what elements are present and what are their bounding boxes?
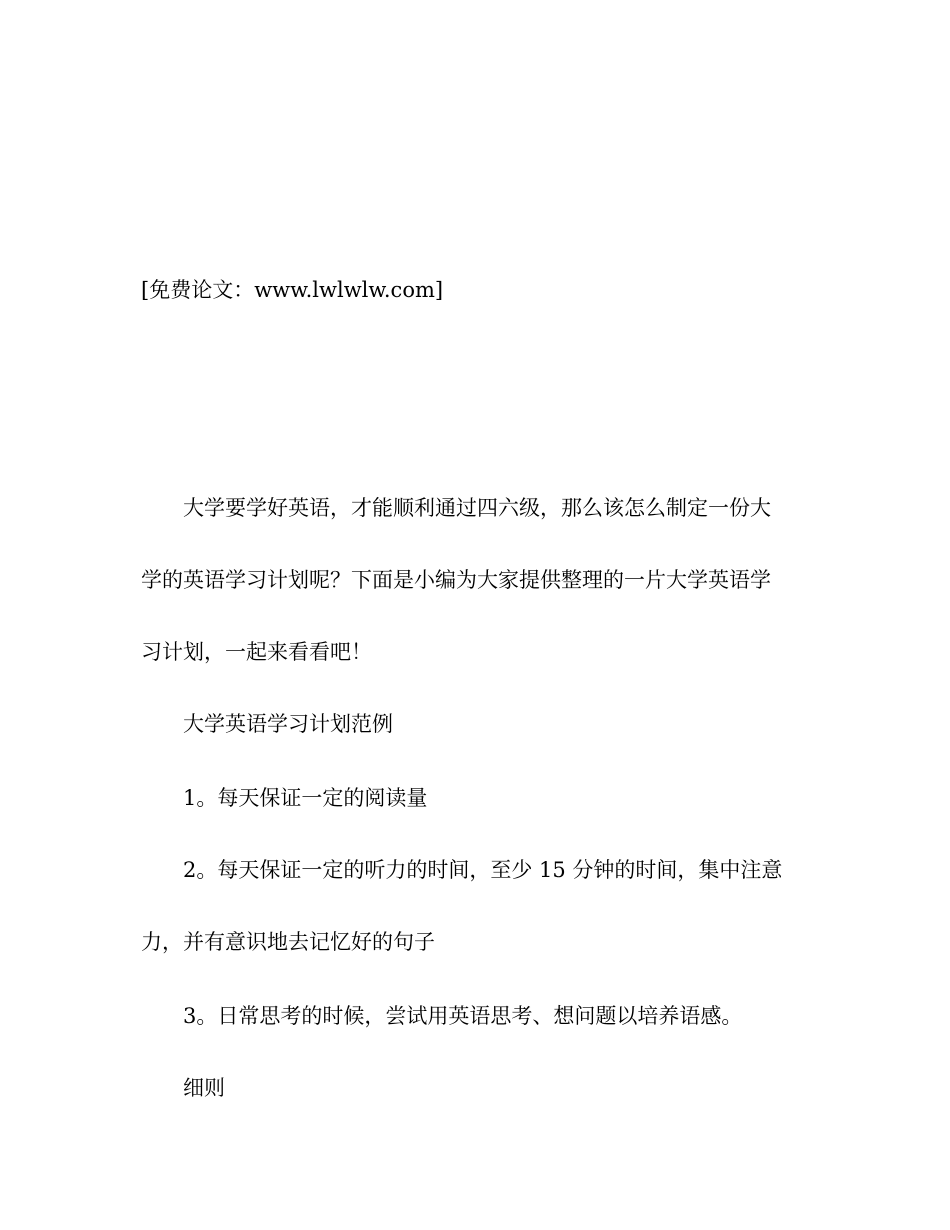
- intro-paragraph-line-3: 习计划，一起来看看吧！: [141, 640, 372, 664]
- subheading: 细则: [183, 1076, 225, 1100]
- intro-paragraph-line-1: 大学要学好英语，才能顺利通过四六级，那么该怎么制定一份大: [183, 496, 771, 520]
- list-item-3: 3。日常思考的时候，尝试用英语思考、想问题以培养语感。: [183, 1004, 743, 1028]
- intro-paragraph-line-2: 学的英语学习计划呢？下面是小编为大家提供整理的一片大学英语学: [141, 568, 771, 592]
- list-item-2-line-2: 力，并有意识地去记忆好的句子: [141, 930, 435, 954]
- section-title: 大学英语学习计划范例: [183, 712, 393, 736]
- list-item-2-line-1: 2。每天保证一定的听力的时间，至少 15 分钟的时间，集中注意: [183, 858, 783, 882]
- list-item-1: 1。每天保证一定的阅读量: [183, 786, 428, 810]
- header-note: [免费论文：www.lwlwlw.com]: [141, 278, 444, 302]
